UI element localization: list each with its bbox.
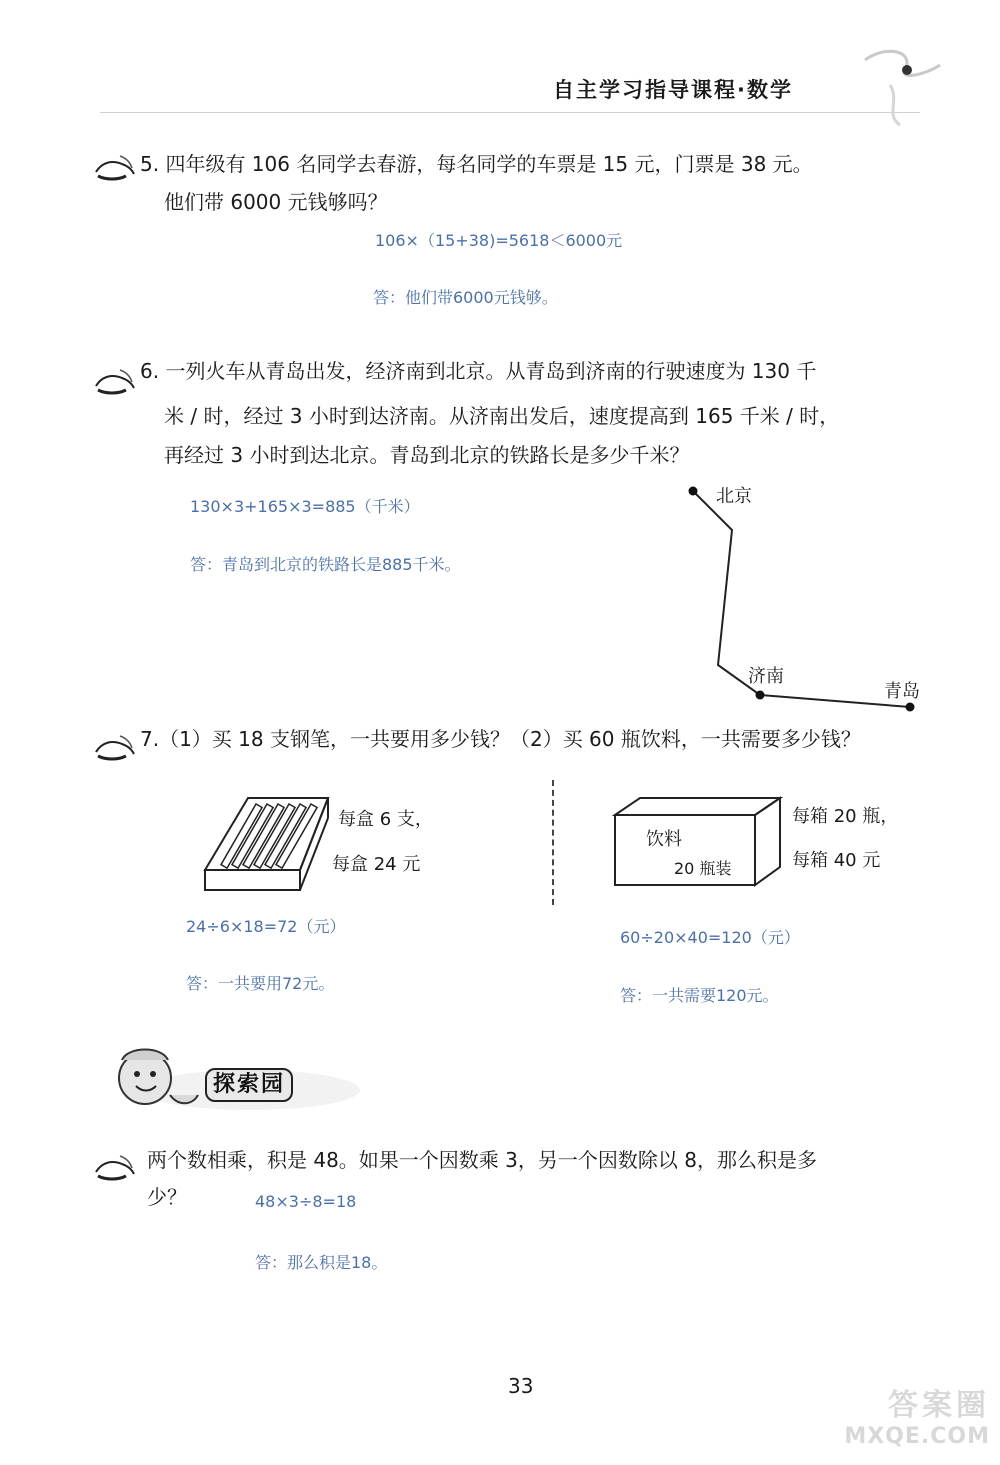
map-label-qingdao: 青岛 <box>884 681 920 702</box>
q5-line-2: 他们带 6000 元钱够吗？ <box>164 190 388 214</box>
pen-box-label-2: 每盒 24 元 <box>332 854 421 875</box>
q6-calc: 130×3+165×3=885（千米） <box>190 497 420 516</box>
drink-box-label-1: 每箱 20 瓶， <box>792 806 899 827</box>
qingdao-point <box>906 703 915 712</box>
q7-left-answer: 答：一共要用72元。 <box>186 974 335 993</box>
explore-title: 探索园 <box>205 1068 293 1102</box>
pointing-hand-icon <box>92 150 138 182</box>
watermark-brand: 答案圈 <box>888 1388 990 1423</box>
q7-right-calc: 60÷20×40=120（元） <box>620 928 800 947</box>
corner-decoration-icon <box>845 40 955 130</box>
q5-line-1: 5. 四年级有 106 名同学去春游，每名同学的车票是 15 元，门票是 38 元。 <box>140 152 813 176</box>
q6-line-2: 米 / 时，经过 3 小时到达济南。从济南出发后，速度提高到 165 千米 / 时， <box>164 404 840 428</box>
pen-box-image <box>200 790 335 895</box>
q6-line-3: 再经过 3 小时到达北京。青岛到北京的铁路长是多少千米？ <box>164 443 690 467</box>
drink-box-label-2: 每箱 40 元 <box>792 850 881 871</box>
pointing-hand-icon <box>92 364 138 396</box>
map-label-beijing: 北京 <box>716 486 752 507</box>
explore-answer: 答：那么积是18。 <box>255 1253 388 1272</box>
watermark-site: MXQE.COM <box>844 1424 990 1449</box>
drink-box-subtitle: 20 瓶装 <box>674 859 732 878</box>
header-rule <box>100 112 920 113</box>
q6-answer: 答：青岛到北京的铁路长是885千米。 <box>190 555 461 574</box>
watermark-logo <box>820 1380 990 1460</box>
q7-left-calc: 24÷6×18=72（元） <box>186 917 346 936</box>
q7-right-answer: 答：一共需要120元。 <box>620 986 779 1005</box>
explore-line-1: 两个数相乘，积是 48。如果一个因数乘 3，另一个因数除以 8，那么积是多 <box>147 1148 817 1172</box>
jinan-point <box>756 691 765 700</box>
q7-line-1: 7.（1）买 18 支钢笔，一共要用多少钱？（2）买 60 瓶饮料，一共需要多少钱？ <box>140 727 861 751</box>
header-title: 自主学习指导课程·数学 <box>553 78 793 102</box>
column-divider <box>552 780 554 905</box>
q5-calc: 106×（15+38)=5618＜6000元 <box>375 231 623 250</box>
pointing-hand-icon <box>92 730 138 762</box>
q5-answer: 答：他们带6000元钱够。 <box>373 288 558 307</box>
map-label-jinan: 济南 <box>748 666 784 687</box>
explore-calc: 48×3÷8=18 <box>255 1192 357 1211</box>
page-number: 33 <box>508 1374 534 1398</box>
pen-box-label-1: 每盒 6 支， <box>338 809 433 830</box>
pointing-hand-icon <box>92 1150 138 1182</box>
q6-line-1: 6. 一列火车从青岛出发，经济南到北京。从青岛到济南的行驶速度为 130 千 <box>140 359 817 383</box>
beijing-point <box>689 487 698 496</box>
drink-box-title: 饮料 <box>646 829 682 850</box>
explore-line-2: 少？ <box>147 1185 187 1209</box>
